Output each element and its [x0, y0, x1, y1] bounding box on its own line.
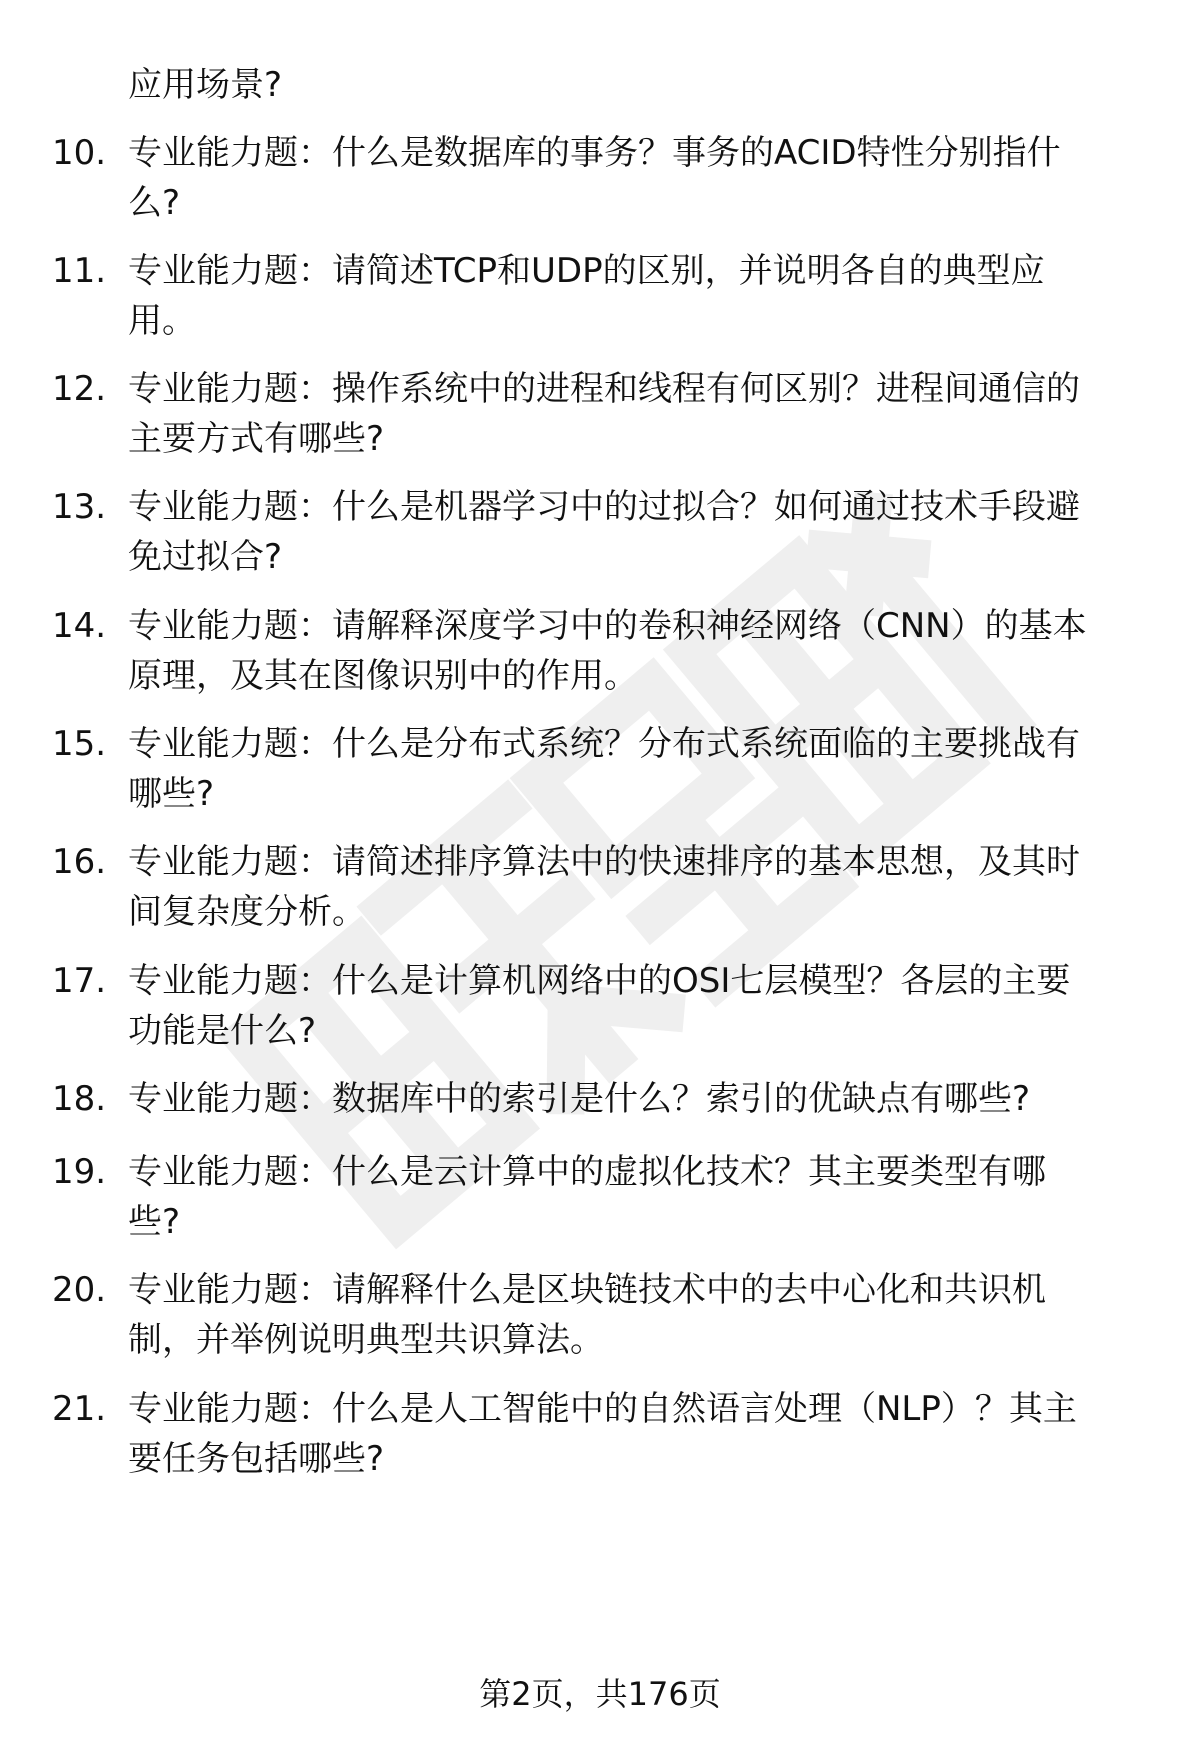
- question-text: [128, 1384, 1148, 1484]
- question-line: 专业能力题：请解释深度学习中的卷积神经网络（CNN）的基本: [128, 606, 1087, 646]
- question-text: [128, 601, 1148, 701]
- question-line: 专业能力题：请简述排序算法中的快速排序的基本思想，及其时: [128, 842, 1080, 882]
- continuation-line: 应用场景?: [128, 65, 283, 105]
- question-line: 专业能力题：请解释什么是区块链技术中的去中心化和共识机: [128, 1270, 1046, 1310]
- question-number: 15.: [52, 724, 107, 764]
- question-text: [128, 956, 1148, 1056]
- question-line: 么?: [128, 183, 181, 223]
- question-line: 专业能力题：什么是计算机网络中的OSI七层模型？各层的主要: [128, 961, 1071, 1001]
- question-number: 11.: [52, 251, 107, 291]
- question-line: 免过拟合?: [128, 537, 283, 577]
- question-text: [128, 1147, 1148, 1247]
- question-number: 16.: [52, 842, 107, 882]
- question-number: 18.: [52, 1079, 107, 1119]
- question-line: 些?: [128, 1202, 181, 1242]
- question-line: 原理，及其在图像识别中的作用。: [128, 656, 638, 696]
- question-line: 专业能力题：什么是人工智能中的自然语言处理（NLP）？其主: [128, 1389, 1077, 1429]
- question-line: 主要方式有哪些?: [128, 419, 385, 459]
- question-text: [128, 482, 1148, 582]
- question-line: 专业能力题：什么是分布式系统？分布式系统面临的主要挑战有: [128, 724, 1080, 764]
- question-line: 专业能力题：什么是机器学习中的过拟合？如何通过技术手段避: [128, 487, 1080, 527]
- question-number: 17.: [52, 961, 107, 1001]
- question-line: 功能是什么?: [128, 1011, 317, 1051]
- question-line: 用。: [128, 301, 196, 341]
- question-text: [128, 1265, 1148, 1365]
- question-number: 14.: [52, 606, 107, 646]
- page-footer: 第2页，共176页: [479, 1675, 721, 1713]
- question-line: 要任务包括哪些?: [128, 1439, 385, 1479]
- question-number: 12.: [52, 369, 107, 409]
- question-text: [128, 719, 1148, 819]
- question-text: [128, 1074, 1148, 1124]
- question-text: [128, 364, 1148, 464]
- question-line: 专业能力题：操作系统中的进程和线程有何区别？进程间通信的: [128, 369, 1080, 409]
- question-line: 专业能力题：什么是云计算中的虚拟化技术？其主要类型有哪: [128, 1152, 1046, 1192]
- question-number: 13.: [52, 487, 107, 527]
- question-number: 10.: [52, 133, 107, 173]
- question-line: 专业能力题：数据库中的索引是什么？索引的优缺点有哪些?: [128, 1079, 1031, 1119]
- question-line: 专业能力题：什么是数据库的事务？事务的ACID特性分别指什: [128, 133, 1061, 173]
- question-number: 20.: [52, 1270, 107, 1310]
- question-text: [128, 246, 1148, 346]
- question-line: 间复杂度分析。: [128, 892, 366, 932]
- question-text: [128, 837, 1148, 937]
- question-line: 专业能力题：请简述TCP和UDP的区别，并说明各自的典型应: [128, 251, 1045, 291]
- question-line: 制，并举例说明典型共识算法。: [128, 1320, 604, 1360]
- question-number: 21.: [52, 1389, 107, 1429]
- question-line: 哪些?: [128, 774, 215, 814]
- question-text: [128, 128, 1148, 228]
- question-number: 19.: [52, 1152, 107, 1192]
